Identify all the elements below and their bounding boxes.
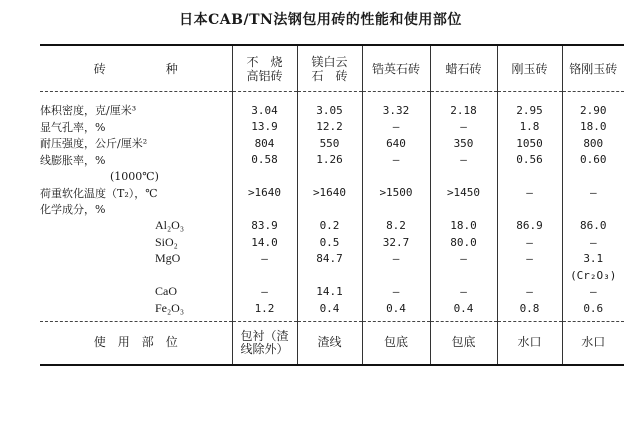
column-header: 铬刚玉砖 <box>562 45 624 92</box>
row-value: 0.56 <box>497 152 562 169</box>
row-value: 3.32 <box>362 92 430 119</box>
row-value: — <box>430 284 497 301</box>
row-label: 显气孔率，% <box>40 120 106 134</box>
row-value: — <box>232 284 297 301</box>
row-value <box>430 168 497 185</box>
row-value <box>232 168 297 185</box>
table-row <box>40 119 624 136</box>
row-value: 86.0 <box>562 218 624 235</box>
row-value: — <box>362 152 430 169</box>
row-value: — <box>430 251 497 268</box>
row-value: 1050 <box>497 135 562 152</box>
usage-value: 水口 <box>497 321 562 365</box>
table-row <box>40 135 624 152</box>
row-value: — <box>430 119 497 136</box>
row-value: >1640 <box>297 185 362 202</box>
row-value <box>232 201 297 218</box>
row-value: 80.0 <box>430 234 497 251</box>
table-row <box>40 92 624 119</box>
table-row <box>40 168 624 185</box>
row-value: 350 <box>430 135 497 152</box>
row-value: — <box>362 119 430 136</box>
row-value: 2.90 <box>562 92 624 119</box>
row-value: 18.0 <box>562 119 624 136</box>
usage-value: 渣线 <box>297 321 362 365</box>
row-value <box>562 201 624 218</box>
row-value: 0.4 <box>297 300 362 321</box>
row-value: 2.95 <box>497 92 562 119</box>
row-value <box>362 201 430 218</box>
table-row <box>40 218 624 235</box>
row-value <box>297 267 362 284</box>
column-header: 蜡石砖 <box>430 45 497 92</box>
table-row <box>40 251 624 268</box>
row-label: 体积密度，克/厘米³ <box>40 104 137 118</box>
row-value: — <box>562 234 624 251</box>
usage-value: 包底 <box>362 321 430 365</box>
usage-label: 使 用 部 位 <box>40 321 232 365</box>
row-value <box>430 201 497 218</box>
row-label: MgO <box>155 251 181 266</box>
column-header: 不 烧 高铝砖 <box>232 45 297 92</box>
row-value: — <box>430 152 497 169</box>
row-value <box>430 267 497 284</box>
row-label: CaO <box>155 284 177 299</box>
row-value <box>562 168 624 185</box>
column-header: 刚玉砖 <box>497 45 562 92</box>
row-value: 13.9 <box>232 119 297 136</box>
row-value <box>362 168 430 185</box>
row-label: 荷重软化温度（T₂），℃ <box>40 186 158 200</box>
brick-properties-table <box>40 44 624 366</box>
row-value: 800 <box>562 135 624 152</box>
row-label: (1000℃) <box>110 169 159 183</box>
row-value: 14.0 <box>232 234 297 251</box>
table-row <box>40 201 624 218</box>
row-value: 86.9 <box>497 218 562 235</box>
table-row <box>40 284 624 301</box>
row-label: 化学成分，% <box>40 203 106 217</box>
row-label: SiO₂ <box>155 234 178 249</box>
row-value: — <box>362 284 430 301</box>
row-value: 0.4 <box>362 300 430 321</box>
row-value: 1.8 <box>497 119 562 136</box>
row-value <box>297 201 362 218</box>
row-value: >1500 <box>362 185 430 202</box>
row-value <box>497 168 562 185</box>
row-value: 640 <box>362 135 430 152</box>
row-value: 1.26 <box>297 152 362 169</box>
row-value: 0.2 <box>297 218 362 235</box>
row-value: 18.0 <box>430 218 497 235</box>
row-value: 3.1 <box>562 251 624 268</box>
row-value: >1450 <box>430 185 497 202</box>
usage-row <box>40 321 624 365</box>
row-value: 0.8 <box>497 300 562 321</box>
table-row <box>40 185 624 202</box>
column-header: 镁白云 石 砖 <box>297 45 362 92</box>
table-title: 日本CAB/TN法钢包用砖的性能和使用部位 <box>179 12 462 28</box>
row-value: >1640 <box>232 185 297 202</box>
header-label: 砖 种 <box>40 45 232 92</box>
table-row <box>40 267 624 284</box>
row-label: 线膨胀率，% <box>40 153 106 167</box>
row-value <box>297 168 362 185</box>
row-value: — <box>497 185 562 202</box>
row-value: (Cr₂O₃) <box>562 267 624 284</box>
row-label: Al₂O₃ <box>155 218 185 233</box>
row-label <box>40 267 232 284</box>
row-value: 32.7 <box>362 234 430 251</box>
row-value: 12.2 <box>297 119 362 136</box>
row-value: — <box>232 251 297 268</box>
usage-value: 包底 <box>430 321 497 365</box>
table-row <box>40 234 624 251</box>
row-label: 耐压强度，公斤/厘米² <box>40 137 148 151</box>
row-value <box>362 267 430 284</box>
row-value: — <box>362 251 430 268</box>
row-value: 0.4 <box>430 300 497 321</box>
row-value: — <box>497 251 562 268</box>
row-value: — <box>497 234 562 251</box>
row-value: 0.6 <box>562 300 624 321</box>
table-row <box>40 300 624 321</box>
row-value: 0.58 <box>232 152 297 169</box>
table-row <box>40 152 624 169</box>
row-value: 2.18 <box>430 92 497 119</box>
row-value: — <box>562 284 624 301</box>
header-row <box>40 45 624 92</box>
column-header: 锆英石砖 <box>362 45 430 92</box>
row-value: 0.60 <box>562 152 624 169</box>
row-value <box>232 267 297 284</box>
row-value: 1.2 <box>232 300 297 321</box>
row-label: Fe₂O₃ <box>155 300 185 315</box>
usage-value: 水口 <box>562 321 624 365</box>
row-value <box>497 267 562 284</box>
row-value: 3.04 <box>232 92 297 119</box>
row-value: 8.2 <box>362 218 430 235</box>
row-value: 804 <box>232 135 297 152</box>
row-value: 84.7 <box>297 251 362 268</box>
row-value: 3.05 <box>297 92 362 119</box>
row-value: 14.1 <box>297 284 362 301</box>
usage-value: 包衬（渣 线除外） <box>232 321 297 365</box>
row-value <box>497 201 562 218</box>
row-value: 83.9 <box>232 218 297 235</box>
row-value: — <box>497 284 562 301</box>
row-value: — <box>562 185 624 202</box>
row-value: 550 <box>297 135 362 152</box>
row-value: 0.5 <box>297 234 362 251</box>
